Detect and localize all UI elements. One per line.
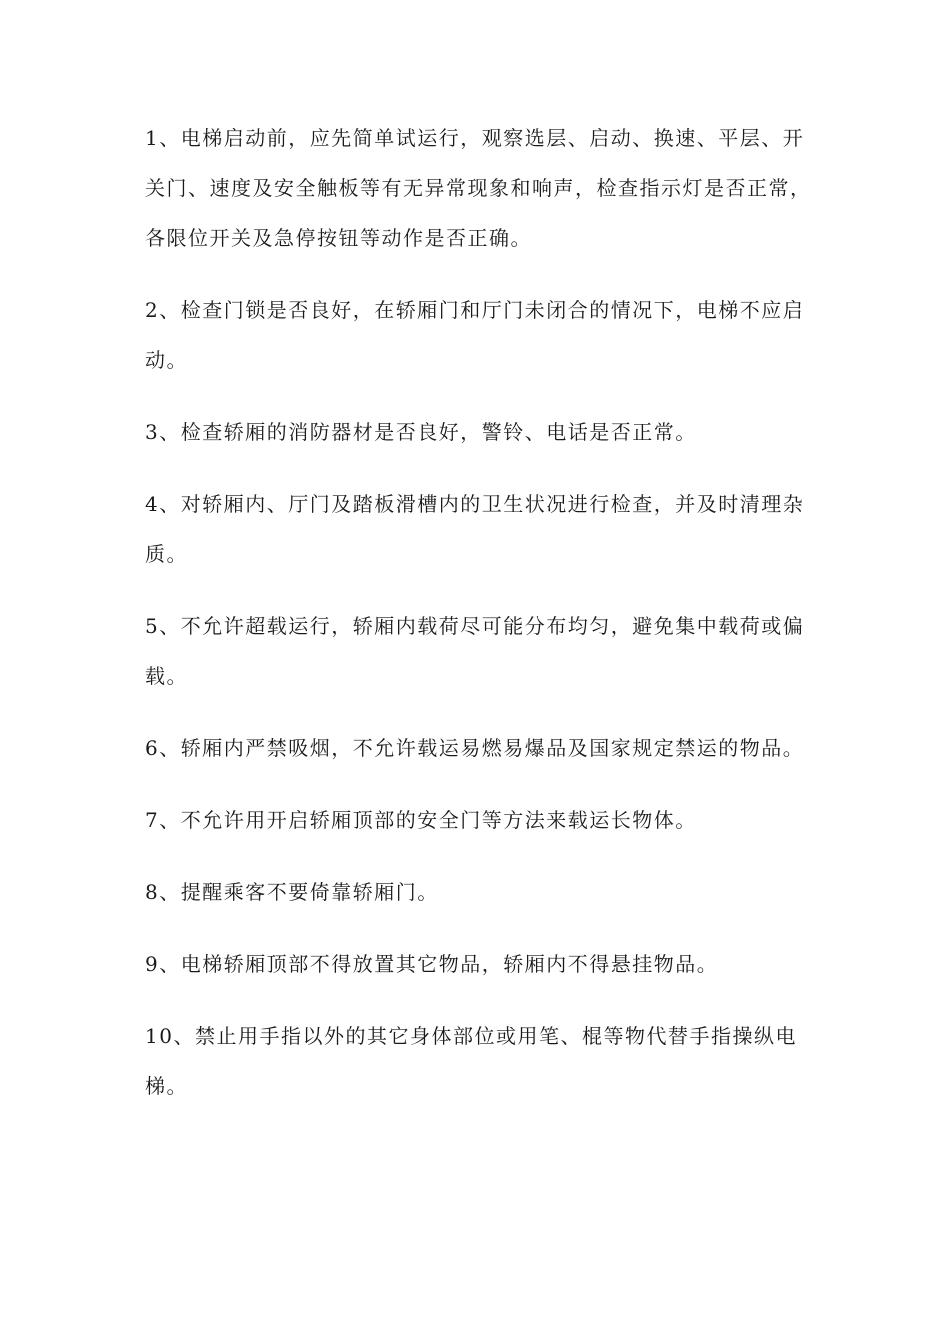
list-item: 3、检查轿厢的消防器材是否良好，警铃、电话是否正常。 — [145, 420, 697, 444]
list-item: 1、电梯启动前，应先简单试运行，观察选层、启动、换速、平层、开关门、速度及安全触板等有无异常现象和响声，检查指示灯是否正常，各限位开关及急停按钮等动作是否正确。 — [145, 126, 812, 250]
document-body — [145, 113, 813, 1133]
list-item: 10、禁止用手指以外的其它身体部位或用笔、棍等物代替手指操纵电梯。 — [145, 1024, 797, 1098]
list-item: 2、检查门锁是否良好，在轿厢门和厅门未闭合的情况下，电梯不应启动。 — [145, 298, 805, 372]
list-item: 6、轿厢内严禁吸烟，不允许载运易燃易爆品及国家规定禁运的物品。 — [145, 736, 805, 760]
list-item: 9、电梯轿厢顶部不得放置其它物品，轿厢内不得悬挂物品。 — [145, 952, 719, 976]
list-item: 7、不允许用开启轿厢顶部的安全门等方法来载运长物体。 — [145, 808, 697, 832]
list-item: 4、对轿厢内、厅门及踏板滑槽内的卫生状况进行检查，并及时清理杂质。 — [145, 492, 805, 566]
list-item: 5、不允许超载运行，轿厢内载荷尽可能分布均匀，避免集中载荷或偏载。 — [145, 614, 805, 688]
list-item: 8、提醒乘客不要倚靠轿厢门。 — [145, 880, 439, 904]
